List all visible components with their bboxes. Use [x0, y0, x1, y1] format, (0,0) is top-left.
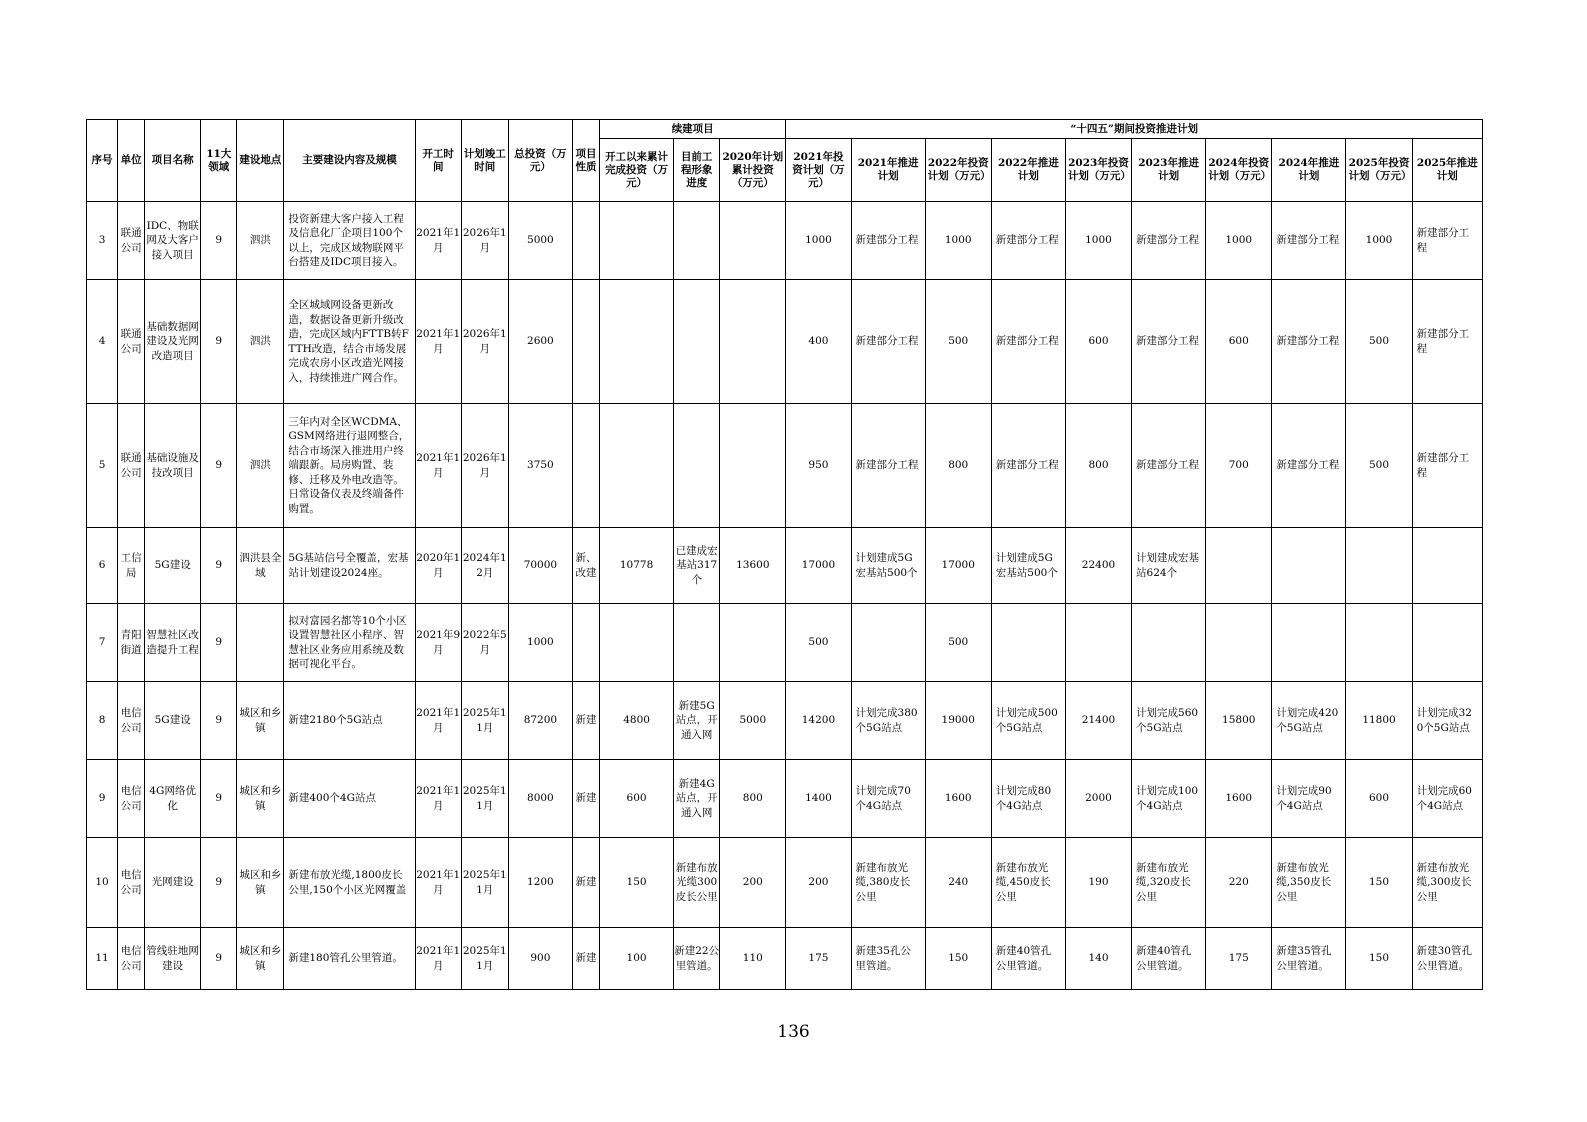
cell-prog2024: [1272, 604, 1346, 682]
cell-field: 9: [201, 404, 237, 528]
cell-location: 泗洪: [237, 202, 284, 280]
cell-nature: 新建: [572, 928, 599, 990]
cell-progress: [674, 404, 720, 528]
cell-progress: [674, 202, 720, 280]
cell-name: 5G建设: [145, 682, 201, 760]
cell-seq: 10: [87, 838, 118, 928]
cell-content: 新建400个4G站点: [284, 760, 415, 838]
cell-inv2021: 17000: [786, 528, 851, 604]
cell-seq: 11: [87, 928, 118, 990]
header-inv2024: 2024年投资计划（万元）: [1206, 139, 1272, 202]
cell-seq: 3: [87, 202, 118, 280]
cell-content: 新建2180个5G站点: [284, 682, 415, 760]
cell-total: 5000: [508, 202, 572, 280]
cell-nature: 新建: [572, 760, 599, 838]
cell-progress: 已建成宏基站317个: [674, 528, 720, 604]
cell-inv2024: 600: [1206, 280, 1272, 404]
cell-cumulative: 600: [600, 760, 674, 838]
cell-inv2022: 800: [925, 404, 991, 528]
cell-prog2022: 计划完成80个4G站点: [991, 760, 1065, 838]
table-header: [87, 120, 1483, 202]
cell-plan2020: [720, 604, 786, 682]
header-field: 11大领域: [201, 120, 237, 202]
cell-inv2025: 150: [1346, 928, 1412, 990]
cell-content: 三年内对全区WCDMA、GSM网络进行退网整合，结合市场深入推进用户终端跟新。局房购置、装修、迁移及外电改造等。日常设备仪表及终端备件购置。: [284, 404, 415, 528]
cell-prog2021: [851, 604, 925, 682]
cell-plan2020: 800: [720, 760, 786, 838]
cell-inv2024: 1600: [1206, 760, 1272, 838]
cell-prog2021: 新建部分工程: [851, 404, 925, 528]
cell-inv2022: 1000: [925, 202, 991, 280]
cell-name: 基础设施及技改项目: [145, 404, 201, 528]
cell-inv2025: [1346, 528, 1412, 604]
cell-total: 3750: [508, 404, 572, 528]
cell-plan2020: 110: [720, 928, 786, 990]
cell-inv2024: 700: [1206, 404, 1272, 528]
cell-prog2024: [1272, 528, 1346, 604]
cell-prog2022: 新建40管孔公里管道。: [991, 928, 1065, 990]
cell-name: 5G建设: [145, 528, 201, 604]
cell-nature: [572, 280, 599, 404]
cell-inv2025: 500: [1346, 280, 1412, 404]
cell-name: 光网建设: [145, 838, 201, 928]
cell-cumulative: 4800: [600, 682, 674, 760]
cell-name: 基础数据网建设及光网改造项目: [145, 280, 201, 404]
cell-inv2021: 200: [786, 838, 851, 928]
cell-content: 新建布放光缆,1800皮长公里,150个小区光网覆盖: [284, 838, 415, 928]
cell-cumulative: 100: [600, 928, 674, 990]
cell-finish: 2026年1月: [461, 202, 508, 280]
cell-start: 2021年1月: [415, 404, 461, 528]
cell-unit: 电信公司: [118, 682, 145, 760]
cell-plan2020: [720, 280, 786, 404]
cell-prog2023: 新建布放光缆,320皮长公里: [1132, 838, 1206, 928]
cell-name: 管线驻地网建设: [145, 928, 201, 990]
cell-prog2022: 新建部分工程: [991, 404, 1065, 528]
cell-cumulative: [600, 280, 674, 404]
cell-name: 智慧社区改造提升工程: [145, 604, 201, 682]
header-name: 项目名称: [145, 120, 201, 202]
cell-prog2025: 新建30管孔公里管道。: [1412, 928, 1482, 990]
cell-inv2024: [1206, 604, 1272, 682]
cell-progress: 新建布放光缆300皮长公里: [674, 838, 720, 928]
cell-seq: 8: [87, 682, 118, 760]
cell-inv2025: 1000: [1346, 202, 1412, 280]
table-row: [87, 760, 1483, 838]
header-start: 开工时间: [415, 120, 461, 202]
cell-cumulative: [600, 604, 674, 682]
cell-field: 9: [201, 604, 237, 682]
cell-inv2025: 11800: [1346, 682, 1412, 760]
cell-start: 2021年1月: [415, 928, 461, 990]
cell-prog2021: 计划完成70个4G站点: [851, 760, 925, 838]
header-plan-group: “十四五”期间投资推进计划: [786, 120, 1483, 139]
cell-plan2020: 5000: [720, 682, 786, 760]
cell-inv2024: 175: [1206, 928, 1272, 990]
cell-location: [237, 604, 284, 682]
cell-prog2022: 新建部分工程: [991, 202, 1065, 280]
cell-prog2021: 计划建成5G宏基站500个: [851, 528, 925, 604]
header-continuing-group: 续建项目: [600, 120, 786, 139]
cell-inv2023: 22400: [1065, 528, 1131, 604]
cell-nature: [572, 404, 599, 528]
cell-prog2022: [991, 604, 1065, 682]
cell-finish: 2026年1月: [461, 280, 508, 404]
cell-total: 1200: [508, 838, 572, 928]
cell-start: 2021年9月: [415, 604, 461, 682]
cell-start: 2021年1月: [415, 202, 461, 280]
cell-total: 2600: [508, 280, 572, 404]
cell-finish: 2022年5月: [461, 604, 508, 682]
cell-inv2023: 2000: [1065, 760, 1131, 838]
cell-inv2023: 800: [1065, 404, 1131, 528]
cell-inv2021: 950: [786, 404, 851, 528]
cell-unit: 联通公司: [118, 280, 145, 404]
cell-unit: 青阳街道: [118, 604, 145, 682]
header-prog2024: 2024年推进计划: [1272, 139, 1346, 202]
cell-start: 2021年1月: [415, 838, 461, 928]
cell-prog2025: [1412, 528, 1482, 604]
cell-progress: [674, 280, 720, 404]
cell-unit: 电信公司: [118, 760, 145, 838]
table-row: [87, 404, 1483, 528]
cell-prog2023: 计划建成宏基站624个: [1132, 528, 1206, 604]
cell-prog2022: 计划完成500个5G站点: [991, 682, 1065, 760]
table-row: [87, 838, 1483, 928]
cell-prog2023: 计划完成560个5G站点: [1132, 682, 1206, 760]
cell-inv2024: 15800: [1206, 682, 1272, 760]
table-body: [87, 202, 1483, 990]
cell-prog2021: 新建部分工程: [851, 202, 925, 280]
cell-location: 城区和乡镇: [237, 838, 284, 928]
cell-nature: [572, 202, 599, 280]
header-finish: 计划竣工时间: [461, 120, 508, 202]
cell-prog2025: [1412, 604, 1482, 682]
cell-prog2024: 新建布放光缆,350皮长公里: [1272, 838, 1346, 928]
cell-start: 2021年1月: [415, 280, 461, 404]
cell-inv2023: 190: [1065, 838, 1131, 928]
table-row: [87, 202, 1483, 280]
header-prog2025: 2025年推进计划: [1412, 139, 1482, 202]
cell-total: 87200: [508, 682, 572, 760]
cell-field: 9: [201, 280, 237, 404]
cell-prog2021: 新建部分工程: [851, 280, 925, 404]
cell-prog2025: 计划完成60个4G站点: [1412, 760, 1482, 838]
cell-inv2025: 150: [1346, 838, 1412, 928]
cell-finish: 2025年11月: [461, 838, 508, 928]
cell-cumulative: 150: [600, 838, 674, 928]
cell-inv2022: 500: [925, 280, 991, 404]
cell-prog2025: 新建部分工程: [1412, 404, 1482, 528]
cell-progress: [674, 604, 720, 682]
cell-inv2023: 21400: [1065, 682, 1131, 760]
cell-prog2021: 计划完成380个5G站点: [851, 682, 925, 760]
cell-prog2025: 计划完成320个5G站点: [1412, 682, 1482, 760]
cell-seq: 5: [87, 404, 118, 528]
header-seq: 序号: [87, 120, 118, 202]
project-table: [86, 119, 1483, 990]
cell-finish: 2025年11月: [461, 682, 508, 760]
page-number: 136: [777, 1022, 810, 1042]
cell-inv2022: 240: [925, 838, 991, 928]
cell-start: 2021年1月: [415, 760, 461, 838]
cell-inv2023: 1000: [1065, 202, 1131, 280]
cell-prog2025: 新建部分工程: [1412, 202, 1482, 280]
cell-prog2023: [1132, 604, 1206, 682]
header-total: 总投资（万元）: [508, 120, 572, 202]
cell-inv2021: 1400: [786, 760, 851, 838]
cell-cumulative: [600, 404, 674, 528]
cell-inv2024: 220: [1206, 838, 1272, 928]
cell-inv2022: 150: [925, 928, 991, 990]
cell-total: 1000: [508, 604, 572, 682]
cell-prog2025: 新建布放光缆,300皮长公里: [1412, 838, 1482, 928]
cell-total: 70000: [508, 528, 572, 604]
cell-inv2023: 600: [1065, 280, 1131, 404]
cell-seq: 7: [87, 604, 118, 682]
cell-progress: 新建5G站点，开通入网: [674, 682, 720, 760]
cell-content: 投资新建大客户接入工程及信息化厂企项目100个以上，完成区域物联网平台搭建及IDC项目接入。: [284, 202, 415, 280]
cell-cumulative: [600, 202, 674, 280]
cell-prog2023: 新建40管孔公里管道。: [1132, 928, 1206, 990]
cell-location: 泗洪: [237, 404, 284, 528]
cell-total: 900: [508, 928, 572, 990]
cell-inv2022: 17000: [925, 528, 991, 604]
cell-prog2023: 新建部分工程: [1132, 280, 1206, 404]
cell-inv2024: 1000: [1206, 202, 1272, 280]
cell-location: 城区和乡镇: [237, 760, 284, 838]
cell-content: 拟对富园名都等10个小区设置智慧社区小程序、智慧社区业务应用系统及数据可视化平台。: [284, 604, 415, 682]
cell-name: 4G网络优化: [145, 760, 201, 838]
cell-prog2025: 新建部分工程: [1412, 280, 1482, 404]
header-prog2021: 2021年推进计划: [851, 139, 925, 202]
cell-inv2022: 500: [925, 604, 991, 682]
cell-prog2022: 新建布放光缆,450皮长公里: [991, 838, 1065, 928]
cell-unit: 联通公司: [118, 202, 145, 280]
header-inv2025: 2025年投资计划（万元）: [1346, 139, 1412, 202]
cell-finish: 2025年11月: [461, 760, 508, 838]
cell-inv2021: 400: [786, 280, 851, 404]
cell-inv2021: 1000: [786, 202, 851, 280]
cell-nature: 新建: [572, 682, 599, 760]
cell-prog2021: 新建35孔公里管道。: [851, 928, 925, 990]
cell-progress: 新建4G站点，开通入网: [674, 760, 720, 838]
cell-inv2022: 19000: [925, 682, 991, 760]
cell-location: 泗洪县全域: [237, 528, 284, 604]
cell-finish: 2026年1月: [461, 404, 508, 528]
cell-content: 全区城域网设备更新改造，数据设备更新升级改造，完成区域内FTTB转FTTH改造，结合市场发展完成农房小区改造光网接入，持续推进广网合作。: [284, 280, 415, 404]
cell-total: 8000: [508, 760, 572, 838]
cell-location: 泗洪: [237, 280, 284, 404]
cell-unit: 电信公司: [118, 928, 145, 990]
cell-prog2021: 新建布放光缆,380皮长公里: [851, 838, 925, 928]
cell-nature: 新建: [572, 838, 599, 928]
header-inv2023: 2023年投资计划（万元）: [1065, 139, 1131, 202]
cell-inv2021: 175: [786, 928, 851, 990]
cell-inv2024: [1206, 528, 1272, 604]
header-prog2023: 2023年推进计划: [1132, 139, 1206, 202]
header-content: 主要建设内容及规模: [284, 120, 415, 202]
cell-prog2024: 计划完成420个5G站点: [1272, 682, 1346, 760]
cell-nature: [572, 604, 599, 682]
header-unit: 单位: [118, 120, 145, 202]
cell-plan2020: 200: [720, 838, 786, 928]
cell-location: 城区和乡镇: [237, 928, 284, 990]
cell-prog2023: 计划完成100个4G站点: [1132, 760, 1206, 838]
cell-inv2023: [1065, 604, 1131, 682]
cell-prog2022: 计划建成5G宏基站500个: [991, 528, 1065, 604]
cell-inv2025: [1346, 604, 1412, 682]
cell-inv2021: 500: [786, 604, 851, 682]
cell-inv2025: 500: [1346, 404, 1412, 528]
header-inv2022: 2022年投资计划（万元）: [925, 139, 991, 202]
cell-finish: 2024年12月: [461, 528, 508, 604]
table-row: [87, 528, 1483, 604]
cell-field: 9: [201, 682, 237, 760]
table-row: [87, 928, 1483, 990]
cell-unit: 联通公司: [118, 404, 145, 528]
table-row: [87, 604, 1483, 682]
cell-nature: 新、改建: [572, 528, 599, 604]
cell-field: 9: [201, 202, 237, 280]
cell-content: 5G基站信号全覆盖，宏基站计划建设2024座。: [284, 528, 415, 604]
cell-seq: 4: [87, 280, 118, 404]
header-prog2022: 2022年推进计划: [991, 139, 1065, 202]
cell-prog2023: 新建部分工程: [1132, 202, 1206, 280]
cell-field: 9: [201, 928, 237, 990]
cell-plan2020: [720, 404, 786, 528]
cell-plan2020: 13600: [720, 528, 786, 604]
cell-seq: 9: [87, 760, 118, 838]
cell-start: 2021年1月: [415, 682, 461, 760]
cell-cumulative: 10778: [600, 528, 674, 604]
cell-unit: 工信局: [118, 528, 145, 604]
table-row: [87, 280, 1483, 404]
cell-progress: 新建22公里管道。: [674, 928, 720, 990]
cell-prog2024: 新建部分工程: [1272, 280, 1346, 404]
header-inv2021: 2021年投资计划（万元）: [786, 139, 851, 202]
cell-prog2024: 新建35管孔公里管道。: [1272, 928, 1346, 990]
cell-seq: 6: [87, 528, 118, 604]
cell-field: 9: [201, 528, 237, 604]
cell-plan2020: [720, 202, 786, 280]
cell-start: 2020年1月: [415, 528, 461, 604]
cell-name: IDC、物联网及大客户接入项目: [145, 202, 201, 280]
header-progress: 目前工程形象进度: [674, 139, 720, 202]
cell-prog2024: 新建部分工程: [1272, 404, 1346, 528]
cell-inv2025: 600: [1346, 760, 1412, 838]
header-location: 建设地点: [237, 120, 284, 202]
cell-field: 9: [201, 760, 237, 838]
cell-inv2023: 140: [1065, 928, 1131, 990]
cell-inv2022: 1600: [925, 760, 991, 838]
cell-prog2023: 新建部分工程: [1132, 404, 1206, 528]
cell-location: 城区和乡镇: [237, 682, 284, 760]
cell-inv2021: 14200: [786, 682, 851, 760]
cell-field: 9: [201, 838, 237, 928]
cell-finish: 2025年11月: [461, 928, 508, 990]
cell-prog2024: 计划完成90个4G站点: [1272, 760, 1346, 838]
header-nature: 项目性质: [572, 120, 599, 202]
cell-prog2022: 新建部分工程: [991, 280, 1065, 404]
table-row: [87, 682, 1483, 760]
cell-content: 新建180管孔公里管道。: [284, 928, 415, 990]
cell-prog2024: 新建部分工程: [1272, 202, 1346, 280]
cell-unit: 电信公司: [118, 838, 145, 928]
header-plan2020: 2020年计划累计投资（万元）: [720, 139, 786, 202]
header-cumulative: 开工以来累计完成投资（万元）: [600, 139, 674, 202]
